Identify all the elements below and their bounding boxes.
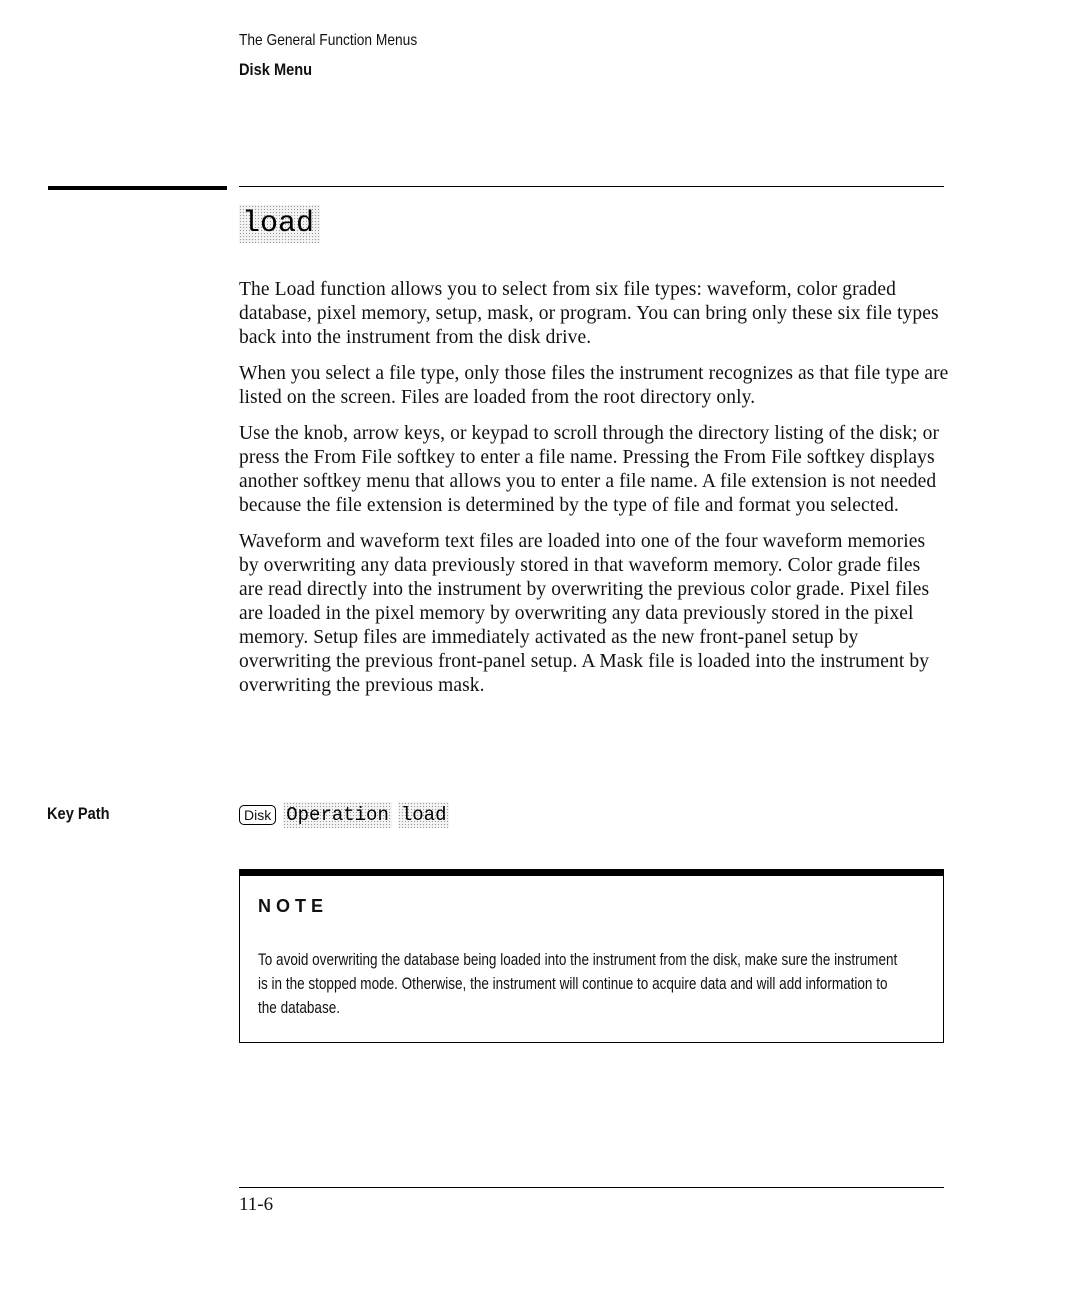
operation-softkey: Operation bbox=[283, 802, 392, 828]
key-path-label: Key Path bbox=[47, 804, 110, 823]
disk-hardkey: Disk bbox=[239, 805, 276, 825]
paragraph-overwrite-behavior: Waveform and waveform text files are loaded into one of the four waveform memories by overwriting any data previously stored in that waveform memory. Color grade files are read directly into the instrument by overwriting the previous color grade. Pixel files are loaded in the pixel memory by overwriting any data previously stored in the pixel memory. Setup files are immediately activated as the new front-panel setup by overwriting the previous front-panel setup. A Mask file is loaded into the instrument by overwriting the previous mask. bbox=[239, 531, 930, 696]
footer-rule bbox=[239, 1187, 944, 1188]
margin-rule bbox=[48, 186, 227, 190]
key-path bbox=[239, 801, 455, 829]
section-title: Disk Menu bbox=[239, 60, 313, 79]
page-number: 11-6 bbox=[239, 1194, 274, 1215]
paragraph-file-listing: When you select a file type, only those files the instrument recognizes as that file type are listed on the screen. Files are loaded from the root directory only. bbox=[239, 363, 949, 408]
paragraph-file-types: The Load function allows you to select from six file types: waveform, color graded database, pixel memory, setup, mask, or program. You can bring only these six file types back into the instrument from the disk drive. bbox=[239, 279, 939, 348]
note-box bbox=[239, 869, 944, 1043]
top-divider bbox=[239, 186, 944, 187]
load-softkey: load bbox=[398, 802, 450, 828]
note-text: To avoid overwriting the database being loaded into the instrument from the disk, make sure the instrument is in the stopped mode. Otherwise, the instrument will continue to acquire data and will add information to the database. bbox=[258, 951, 898, 1017]
paragraph-navigation: Use the knob, arrow keys, or keypad to scroll through the directory listing of the disk; or press the From File softkey to enter a file name. Pressing the From File softkey displays another softkey menu that allows you to enter a file name. A file extension is not needed because the file extension is determined by the type of file and format you selected. bbox=[239, 423, 940, 516]
note-heading: NOTE bbox=[258, 896, 329, 916]
chapter-title: The General Function Menus bbox=[239, 32, 418, 49]
function-title: load bbox=[239, 205, 320, 243]
description-body bbox=[239, 278, 949, 710]
